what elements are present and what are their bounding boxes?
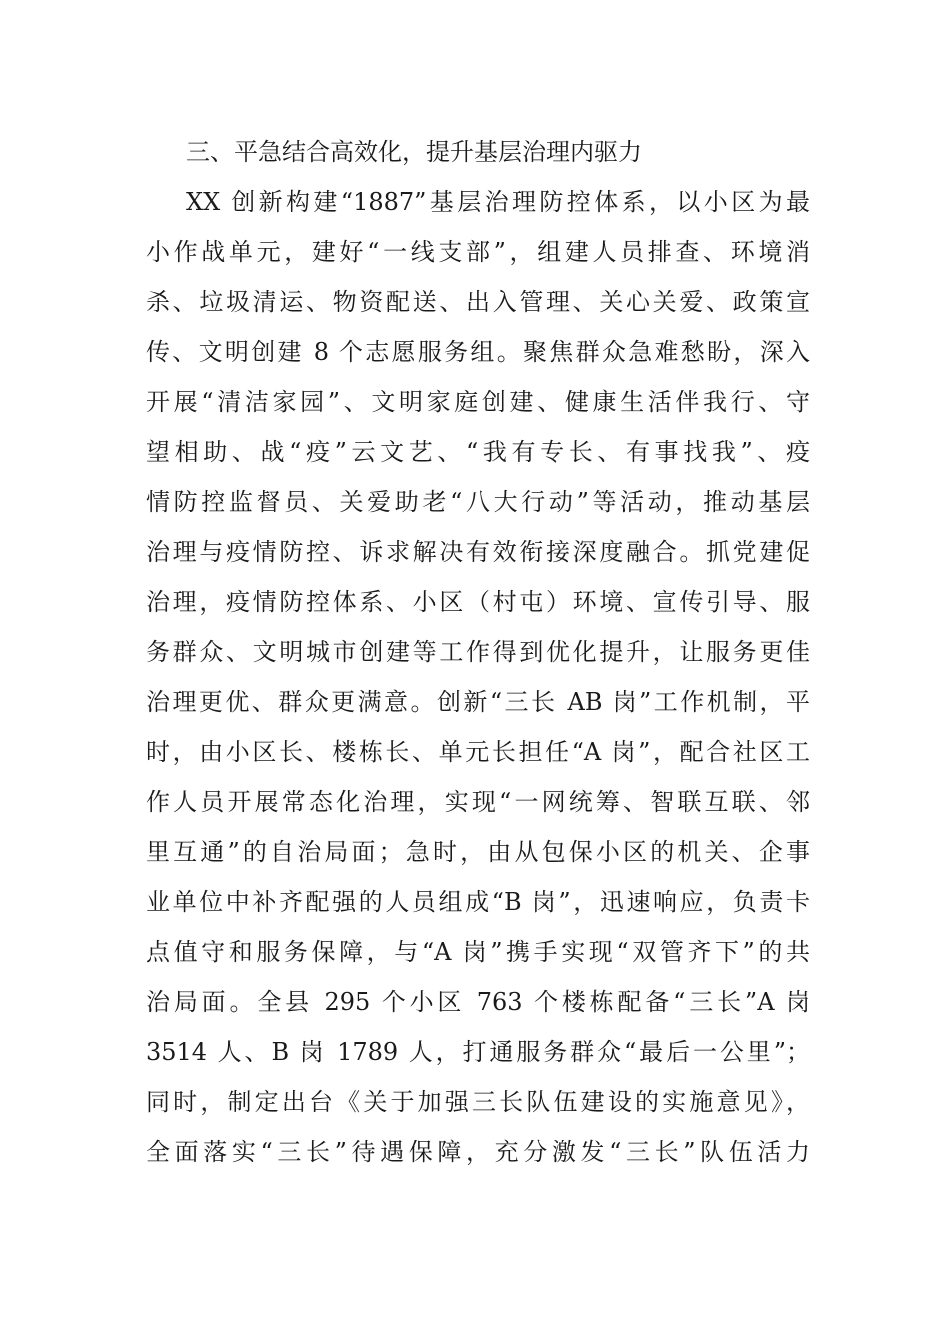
paragraph-line: 情防控监督员、关爱助老“八大行动”等活动，推动基层 <box>146 488 810 516</box>
paragraph-line: 3514 人、B 岗 1789 人，打通服务群众“最后一公里”； <box>146 1038 810 1066</box>
paragraph-line: 务群众、文明城市创建等工作得到优化提升，让服务更佳 <box>146 638 810 666</box>
paragraph-line: 治理与疫情防控、诉求解决有效衔接深度融合。抓党建促 <box>146 538 810 566</box>
paragraph-line: 小作战单元，建好“一线支部”，组建人员排查、环境消 <box>146 238 810 266</box>
paragraph-line: 治理，疫情防控体系、小区（村屯）环境、宣传引导、服 <box>146 588 810 616</box>
paragraph-line: 望相助、战“疫”云文艺、“我有专长、有事找我”、疫 <box>146 438 810 466</box>
paragraph-line: 时，由小区长、楼栋长、单元长担任“A 岗”，配合社区工 <box>146 738 810 766</box>
paragraph-line: XX 创新构建“1887”基层治理防控体系，以小区为最 <box>186 188 810 216</box>
document-body <box>146 127 810 1177</box>
section-heading: 三、平急结合高效化，提升基层治理内驱力 <box>186 138 642 166</box>
paragraph-line: 治理更优、群众更满意。创新“三长 AB 岗”工作机制，平 <box>146 688 810 716</box>
paragraph-line: 作人员开展常态化治理，实现“一网统筹、智联互联、邻 <box>146 788 810 816</box>
paragraph-line: 治局面。全县 295 个小区 763 个楼栋配备“三长”A 岗 <box>146 988 810 1016</box>
paragraph-line: 里互通”的自治局面；急时，由从包保小区的机关、企事 <box>146 838 810 866</box>
paragraph-line: 杀、垃圾清运、物资配送、出入管理、关心关爱、政策宣 <box>146 288 810 316</box>
paragraph-line: 同时，制定出台《关于加强三长队伍建设的实施意见》， <box>146 1088 810 1116</box>
paragraph-line: 传、文明创建 8 个志愿服务组。聚焦群众急难愁盼，深入 <box>146 338 810 366</box>
paragraph-line: 全面落实“三长”待遇保障，充分激发“三长”队伍活力 <box>146 1138 810 1166</box>
paragraph-line: 业单位中补齐配强的人员组成“B 岗”，迅速响应，负责卡 <box>146 888 810 916</box>
paragraph-line: 开展“清洁家园”、文明家庭创建、健康生活伴我行、守 <box>146 388 810 416</box>
paragraph-line: 点值守和服务保障，与“A 岗”携手实现“双管齐下”的共 <box>146 938 810 966</box>
